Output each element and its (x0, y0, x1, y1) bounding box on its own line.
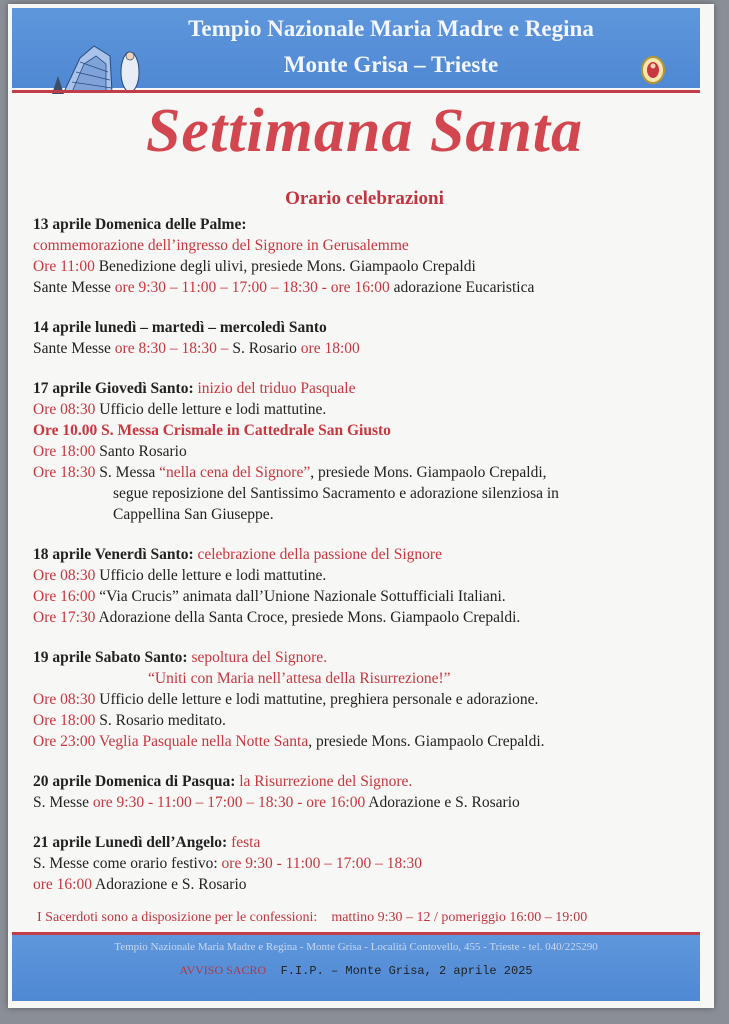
header-title: Tempio Nazionale Maria Madre e Regina (188, 16, 594, 41)
heading-theme: inizio del triduo Pasquale (197, 380, 356, 397)
event-text: Sante Messe (33, 340, 115, 357)
event-text: Adorazione e S. Rosario (91, 876, 247, 893)
header-divider (12, 90, 700, 93)
time: ore 16:00 (33, 876, 92, 893)
time: ore 9:30 – 11:00 – 17:00 – 18:30 - ore 16:00 (114, 279, 390, 296)
schedule-line (33, 689, 703, 710)
event-text: Santo Rosario (95, 443, 187, 460)
event-text: S. Messe come orario festivo: (33, 855, 222, 872)
footer-note (12, 963, 700, 978)
event-highlight: Veglia Pasquale nella Notte Santa (95, 733, 309, 750)
section-heading (33, 378, 703, 399)
event-text: Ufficio delle letture e lodi mattutine, preghiera personale e adorazione. (95, 691, 539, 708)
section-heading: 13 aprile Domenica delle Palme: (33, 216, 247, 233)
event-text: , presiede Mons. Giampaolo Crepaldi, (310, 464, 547, 481)
time: Ore 08:30 (33, 567, 96, 584)
heading-theme: la Risurrezione del Signore. (239, 773, 413, 790)
event-text: Benedizione degli ulivi, presiede Mons. Giampaolo Crepaldi (94, 258, 476, 275)
time: ore 8:30 – 18:30 – (114, 340, 233, 357)
event-text: Sante Messe (33, 279, 115, 296)
event-text: S. Messa (95, 464, 160, 481)
time: Ore 08:30 (33, 691, 96, 708)
footer-banner (12, 932, 700, 1001)
heading-theme: celebrazione della passione del Signore (197, 546, 442, 563)
marian-emblem-icon (640, 56, 666, 84)
schedule-line (33, 792, 703, 813)
time: Ore 16:00 (33, 588, 96, 605)
time: Ore 18:00 (33, 712, 96, 729)
event-text: “Via Crucis” animata dall’Unione Nazionale Sottufficiali Italiani. (95, 588, 506, 605)
heading-theme: sepoltura del Signore. (191, 649, 328, 666)
time: Ore 18:30 (33, 464, 96, 481)
section-heading (33, 647, 703, 668)
schedule-line (33, 853, 703, 874)
event-text: Adorazione della Santa Croce, presiede Mons. Giampaolo Crepaldi. (95, 609, 521, 626)
time: Ore 08:30 (33, 401, 96, 418)
time: Ore 17:30 (33, 609, 96, 626)
schedule-line (33, 586, 703, 607)
event-text: Adorazione e S. Rosario (365, 794, 520, 811)
event-quote: “nella cena del Signore” (159, 464, 311, 481)
section-heading (33, 544, 703, 565)
schedule-line (33, 607, 703, 628)
time: ore 9:30 - 11:00 – 17:00 – 18:30 (221, 855, 423, 872)
event-text: , presiede Mons. Giampaolo Crepaldi. (308, 733, 545, 750)
schedule-line (33, 462, 703, 483)
event-text: S. Rosario (232, 340, 301, 357)
heading-date: 21 aprile Lunedì dell’Angelo: (33, 834, 232, 851)
event-text: S. Messe (33, 794, 93, 811)
schedule-line (33, 565, 703, 586)
section-subheading: commemorazione dell’ingresso del Signore in Gerusalemme (33, 237, 409, 254)
event-text: Ufficio delle letture e lodi mattutine. (95, 567, 327, 584)
schedule-line (33, 256, 703, 277)
schedule-line (33, 277, 703, 298)
time: ore 18:00 (300, 340, 360, 357)
time: Ore 11:00 (33, 258, 95, 275)
schedule-content (33, 214, 703, 895)
schedule-line (33, 710, 703, 731)
schedule-line-highlight: Ore 10.00 S. Messa Crismale in Cattedrale San Giusto (33, 422, 391, 439)
schedule-line (33, 338, 703, 359)
schedule-line (33, 399, 703, 420)
section-heading (33, 832, 703, 853)
heading-theme: festa (231, 834, 261, 851)
footer-date: F.I.P. – Monte Grisa, 2 aprile 2025 (266, 964, 533, 978)
time: Ore 18:00 (33, 443, 96, 460)
header-banner (12, 8, 700, 88)
page-title: Settimana Santa (145, 97, 584, 165)
heading-date: 17 aprile Giovedì Santo: (33, 380, 198, 397)
event-text: S. Rosario meditato. (95, 712, 226, 729)
schedule-line (33, 441, 703, 462)
footer-address: Tempio Nazionale Maria Madre e Regina - Monte Grisa - Località Contovello, 455 - Trieste - tel. 040/225290 (114, 941, 598, 953)
heading-date: 19 aprile Sabato Santo: (33, 649, 192, 666)
schedule-line (33, 731, 703, 752)
header-location: Monte Grisa – Trieste (283, 52, 499, 77)
time: ore 9:30 - 11:00 – 17:00 – 18:30 - ore 16:00 (92, 794, 366, 811)
section-heading (33, 771, 703, 792)
schedule-line-continued: Cappellina San Giuseppe. (113, 506, 274, 523)
avviso-label: AVVISO SACRO (179, 963, 267, 977)
section-heading: 14 aprile lunedì – martedì – mercoledì Santo (33, 319, 327, 336)
heading-date: 20 aprile Domenica di Pasqua: (33, 773, 240, 790)
heading-date: 18 aprile Venerdì Santo: (33, 546, 198, 563)
time: Ore 23:00 (33, 733, 96, 750)
event-text: Ufficio delle letture e lodi mattutine. (95, 401, 327, 418)
event-text: adorazione Eucaristica (389, 279, 535, 296)
motto: “Uniti con Maria nell’attesa della Risurrezione!” (148, 670, 451, 687)
schedule-line-continued: segue reposizione del Santissimo Sacramento e adorazione silenziosa in (113, 485, 559, 502)
confession-notice: I Sacerdoti sono a disposizione per le confessioni: mattino 9:30 – 12 / pomeriggio 16:00 – 19:00 (37, 910, 588, 925)
schedule-line (33, 874, 703, 895)
schedule-subtitle: Orario celebrazioni (285, 188, 444, 209)
